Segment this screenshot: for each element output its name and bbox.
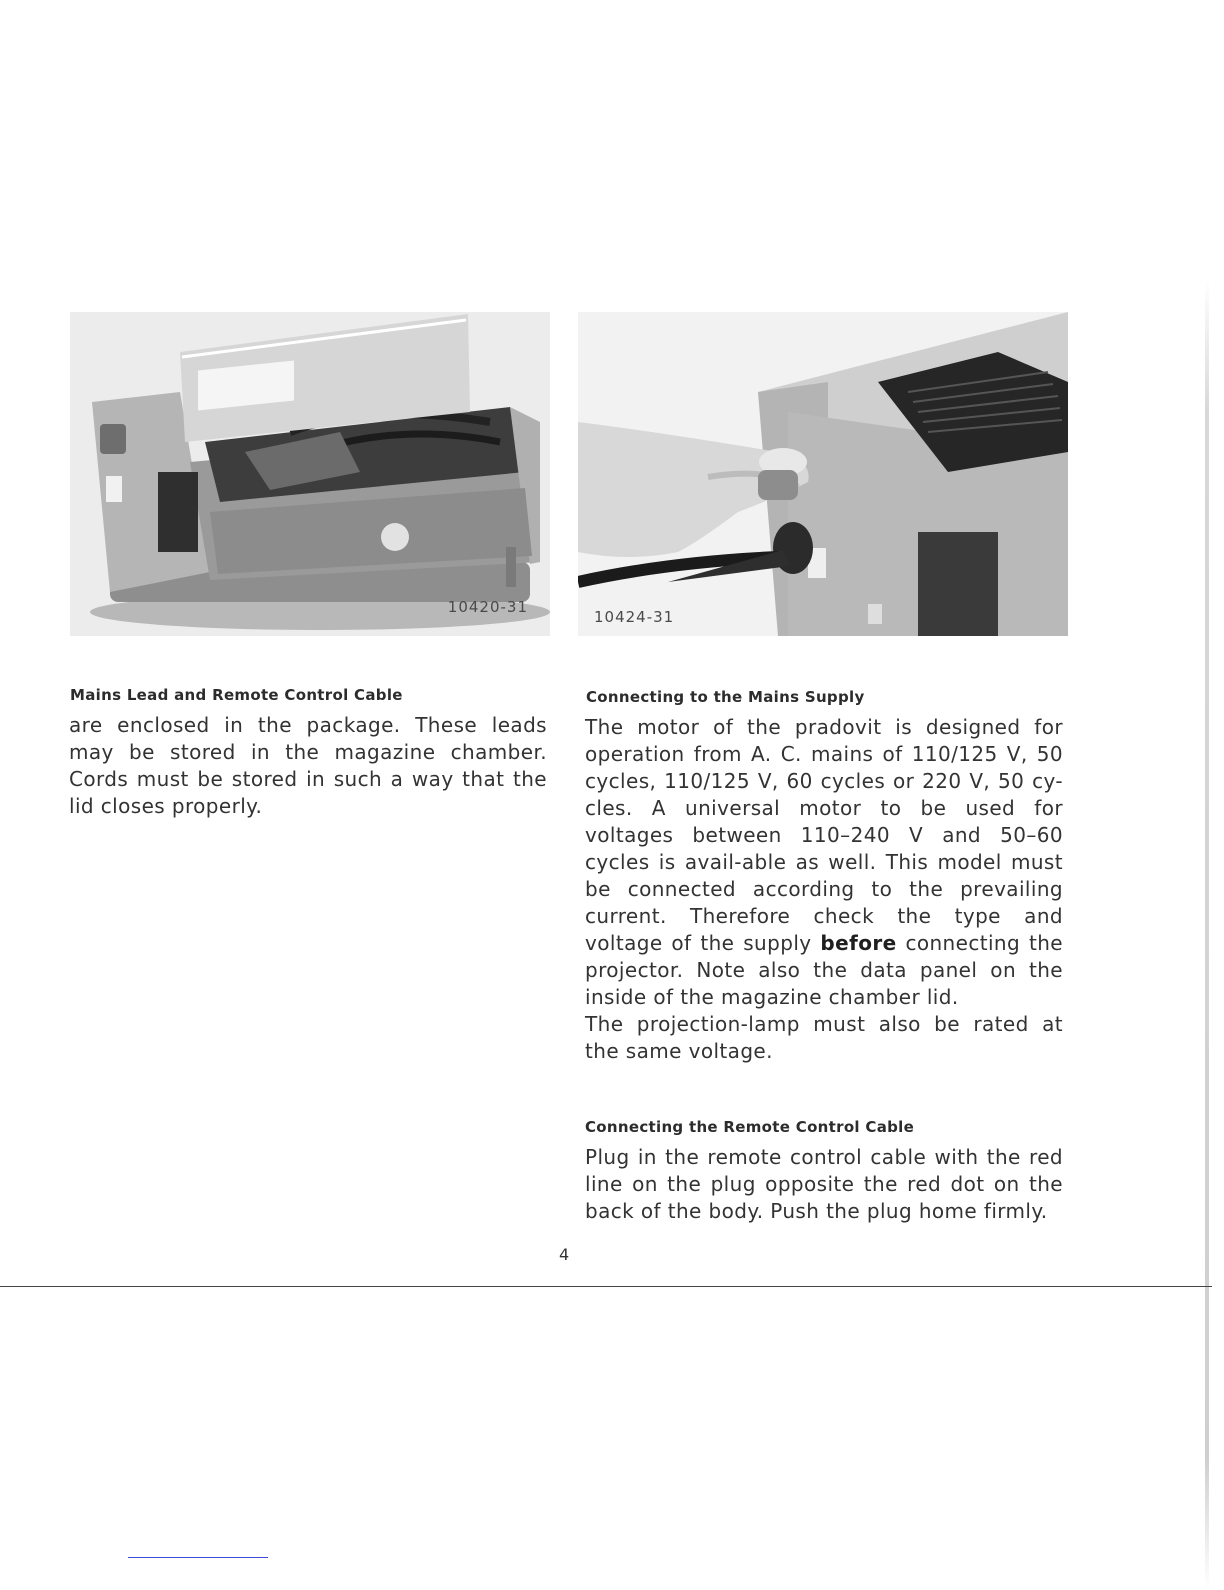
paragraph: The projection-lamp must also be rated at the same voltage.: [585, 1012, 1063, 1063]
paragraph: [585, 714, 1063, 1011]
projector-magazine-illustration: [70, 312, 550, 636]
footnote-rule: [128, 1557, 268, 1558]
section-body-mains-lead: [69, 712, 547, 820]
section-heading-remote-cable: Connecting the Remote Control Cable: [585, 1118, 915, 1136]
page-edge: [1205, 280, 1209, 1590]
section-heading-mains-supply: Connecting to the Mains Supply: [586, 688, 865, 706]
plug-connection-illustration: [578, 312, 1068, 636]
text-run: The motor of the pradovit is designed for operation from A. C. mains of 110/125 V, 50 cycles, 110/125 V, 60 cycles or 220 V, 50 cy-cles. A universal motor to be used for voltages between 110–240 V and 50–60 cycles is avail-able as well. This model must be connected according to the prevailing current. Therefore check the type and voltage of the supply: [585, 715, 1063, 955]
photo-plug-connection: [578, 312, 1068, 636]
section-body-mains-supply: [585, 714, 1063, 1065]
paragraph: are enclosed in the package. These leads may be stored in the magazine chamber. Cords must be stored in such a way that the lid closes properly.: [69, 713, 547, 818]
section-body-remote-cable: [585, 1144, 1063, 1225]
photo-projector-magazine: [70, 312, 550, 636]
emphasis-before: before: [820, 931, 897, 955]
page-bottom-rule: [0, 1286, 1212, 1287]
section-heading-mains-lead: Mains Lead and Remote Control Cable: [70, 686, 403, 704]
photo-code: 10424-31: [594, 608, 675, 626]
page-number: 4: [559, 1245, 570, 1264]
photo-code: 10420-31: [447, 598, 528, 616]
text-run: connecting the projector. Note also the data panel on the inside of the magazine chamber lid.: [585, 931, 1063, 1009]
paragraph: Plug in the remote control cable with the red line on the plug opposite the red dot on the back of the body. Push the plug home firmly.: [585, 1145, 1063, 1223]
